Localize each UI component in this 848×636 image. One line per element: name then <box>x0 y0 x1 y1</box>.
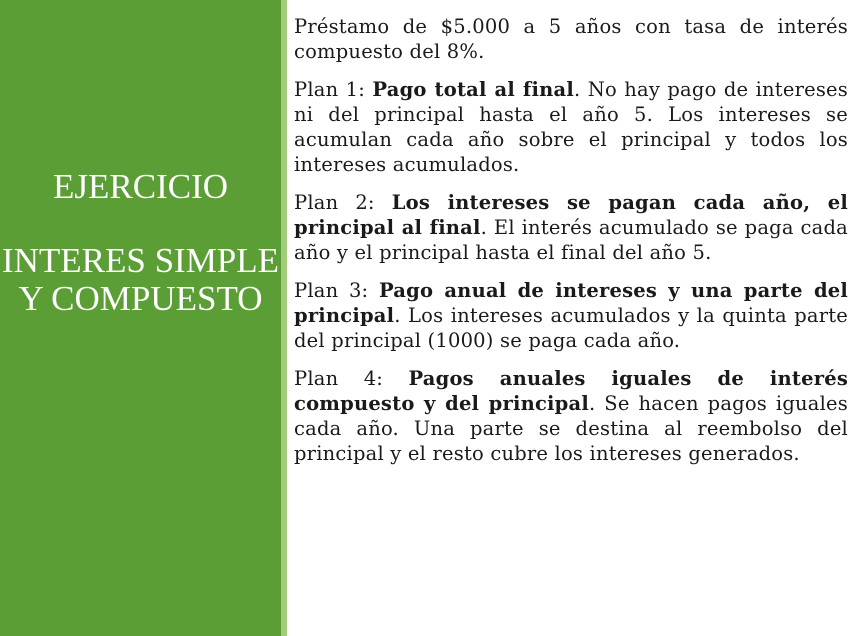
slide-title <box>0 168 281 317</box>
slide-content <box>294 14 848 479</box>
panel-stripe <box>281 0 287 636</box>
plan-4-label: Plan 4: <box>294 367 409 390</box>
plan-1-label: Plan 1: <box>294 78 373 101</box>
plan-3-label: Plan 3: <box>294 279 379 302</box>
plan-2-paragraph <box>294 190 848 265</box>
plan-2-label: Plan 2: <box>294 191 392 214</box>
intro-paragraph: Préstamo de $5.000 a 5 años con tasa de interés compuesto del 8%. <box>294 15 848 63</box>
title-line-topic: INTERES SIMPLE Y COMPUESTO <box>1 240 280 318</box>
plan-1-paragraph <box>294 77 848 177</box>
plan-3-heading: Pago anual de intereses y una parte del principal <box>294 279 848 327</box>
plan-2-heading: Los intereses se pagan cada año, el principal al final <box>294 191 848 239</box>
title-line-exercise: EJERCICIO <box>53 167 228 206</box>
plan-1-text: . No hay pago de intereses ni del principal hasta el año 5. Los intereses se acumulan cada año sobre el principal y todos los intereses acumulados. <box>294 78 848 176</box>
plan-4-text: . Se hacen pagos iguales cada año. Una parte se destina al reembolso del principal y el resto cubre los intereses generados. <box>294 392 848 465</box>
plan-3-text: . Los intereses acumulados y la quinta parte del principal (1000) se paga cada año. <box>294 304 848 352</box>
plan-4-paragraph <box>294 366 848 466</box>
plan-4-heading: Pagos anuales iguales de interés compuesto y del principal <box>294 367 848 415</box>
plan-3-paragraph <box>294 278 848 353</box>
plan-2-text: . El interés acumulado se paga cada año y el principal hasta el final del año 5. <box>294 216 848 264</box>
plan-1-heading: Pago total al final <box>372 78 574 101</box>
title-panel <box>0 0 281 636</box>
